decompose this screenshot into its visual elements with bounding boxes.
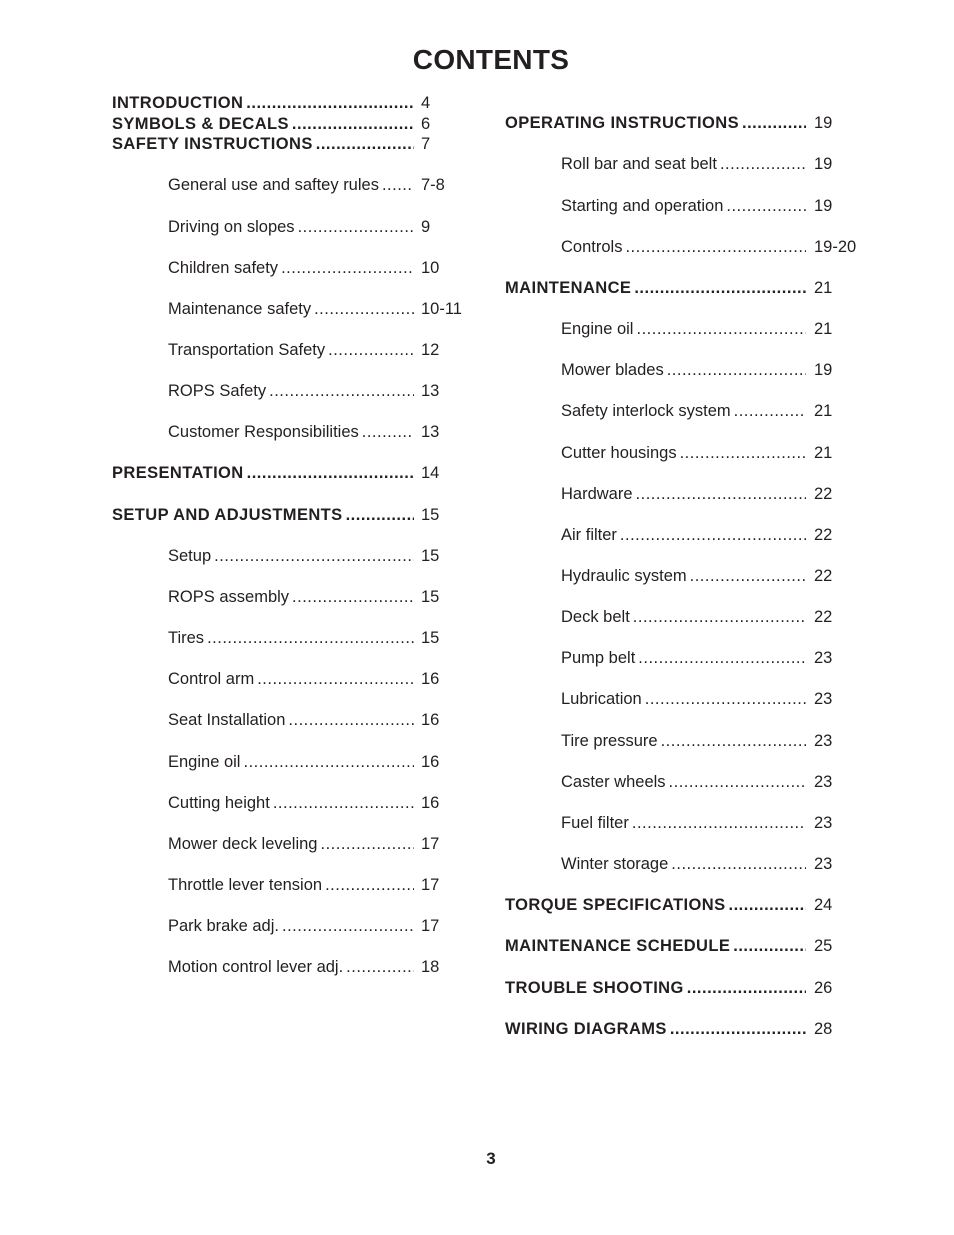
- toc-entry-label: General use and saftey rules: [168, 176, 379, 194]
- toc-section-entry: [505, 279, 833, 298]
- toc-entry-label: Air filter: [561, 526, 617, 544]
- toc-entry-label: WIRING DIAGRAMS: [505, 1020, 667, 1038]
- toc-entry-page: 13: [421, 382, 440, 400]
- toc-entry-label: Cutting height: [168, 794, 270, 812]
- toc-subsection-entry: [168, 588, 440, 607]
- dot-leader: [298, 218, 414, 237]
- toc-entry-page: 16: [421, 794, 440, 812]
- dot-leader: [320, 835, 414, 854]
- toc-entry-page: 22: [814, 526, 833, 544]
- toc-subsection-entry: [561, 320, 833, 339]
- toc-subsection-entry: [561, 690, 833, 709]
- toc-entry-page: 15: [421, 629, 440, 647]
- toc-entry-label: Throttle lever tension: [168, 876, 323, 894]
- dot-leader: [669, 773, 806, 792]
- toc-entry-page: 19: [814, 361, 833, 379]
- toc-subsection-entry: [168, 711, 440, 730]
- dot-leader: [346, 958, 414, 977]
- toc-entry-page: 19: [814, 114, 833, 132]
- dot-leader: [257, 670, 414, 689]
- toc-subsection-entry: [168, 753, 440, 772]
- toc-entry-label: Transportation Safety: [168, 341, 326, 359]
- dot-leader: [632, 814, 806, 833]
- dot-leader: [720, 155, 806, 174]
- toc-entry-label: Roll bar and seat belt: [561, 155, 717, 173]
- toc-entry-label: Hardware: [561, 485, 633, 503]
- dot-leader: [680, 444, 806, 463]
- toc-entry-page: 23: [814, 855, 833, 873]
- dot-leader: [638, 649, 806, 668]
- dot-leader: [288, 711, 414, 730]
- toc-entry-label: Motion control lever adj.: [168, 958, 344, 976]
- toc-subsection-entry: [561, 567, 833, 586]
- toc-subsection-entry: [561, 155, 833, 174]
- toc-entry-page: 17: [421, 917, 440, 935]
- toc-entry-page: 16: [421, 753, 440, 771]
- dot-leader: [247, 464, 414, 483]
- page-title: CONTENTS: [412, 44, 570, 75]
- toc-entry-label: Lubrication: [561, 690, 642, 708]
- toc-entry-page: 7-8: [421, 176, 445, 194]
- toc-entry-label: TROUBLE SHOOTING: [505, 979, 684, 997]
- dot-leader: [273, 794, 414, 813]
- toc-subsection-entry: [168, 423, 440, 442]
- toc-entry-label: Hydraulic system: [561, 567, 687, 585]
- toc-entry-page: 21: [814, 444, 833, 462]
- toc-entry-label: INTRODUCTION: [112, 94, 244, 112]
- toc-subsection-entry: [561, 485, 833, 504]
- dot-leader: [733, 937, 806, 956]
- toc-entry-label: Seat Installation: [168, 711, 286, 729]
- dot-leader: [382, 176, 414, 195]
- toc-subsection-entry: [561, 197, 833, 216]
- dot-leader: [362, 423, 414, 442]
- dot-leader: [346, 506, 414, 525]
- toc-entry-page: 14: [421, 464, 440, 482]
- toc-entry-label: SYMBOLS & DECALS: [112, 115, 289, 133]
- toc-entry-label: Controls: [561, 238, 623, 256]
- toc-subsection-entry: [561, 361, 833, 380]
- toc-entry-page: 4: [421, 94, 431, 112]
- toc-entry-page: 22: [814, 567, 833, 585]
- dot-leader: [633, 608, 806, 627]
- dot-leader: [314, 300, 414, 319]
- toc-subsection-entry: [561, 608, 833, 627]
- toc-section-entry: [112, 464, 440, 483]
- toc-section-entry: [112, 506, 440, 525]
- toc-entry-label: Setup: [168, 547, 212, 565]
- toc-entry-page: 25: [814, 937, 833, 955]
- dot-leader: [620, 526, 806, 545]
- toc-entry-page: 17: [421, 835, 440, 853]
- dot-leader: [742, 114, 806, 133]
- toc-entry-page: 10: [421, 259, 440, 277]
- dot-leader: [671, 855, 806, 874]
- toc-entry-page: 15: [421, 547, 440, 565]
- toc-entry-label: Engine oil: [168, 753, 241, 771]
- dot-leader: [636, 320, 806, 339]
- toc-entry-label: Park brake adj.: [168, 917, 279, 935]
- dot-leader: [328, 341, 414, 360]
- toc-entry-page: 10-11: [421, 300, 462, 318]
- toc-entry-label: Control arm: [168, 670, 255, 688]
- toc-subsection-entry: [561, 773, 833, 792]
- toc-entry-label: Starting and operation: [561, 197, 724, 215]
- toc-section-entry: [505, 937, 833, 956]
- toc-entry-page: 22: [814, 608, 833, 626]
- toc-subsection-entry: [561, 402, 833, 421]
- toc-entry-page: 12: [421, 341, 440, 359]
- toc-subsection-entry: [561, 855, 833, 874]
- toc-subsection-entry: [561, 649, 833, 668]
- toc-entry-page: 19: [814, 155, 833, 173]
- toc-entry-page: 15: [421, 506, 440, 524]
- dot-leader: [661, 732, 806, 751]
- toc-entry-label: Mower deck leveling: [168, 835, 318, 853]
- toc-entry-page: 24: [814, 896, 833, 914]
- toc-subsection-entry: [561, 732, 833, 751]
- dot-leader: [316, 135, 414, 154]
- toc-entry-label: ROPS Safety: [168, 382, 267, 400]
- toc-entry-label: ROPS assembly: [168, 588, 290, 606]
- toc-entry-page: 16: [421, 670, 440, 688]
- dot-leader: [243, 753, 414, 772]
- toc-entry-page: 6: [421, 115, 431, 133]
- toc-entry-label: Driving on slopes: [168, 218, 295, 236]
- toc-entry-page: 19-20: [814, 238, 857, 256]
- toc-entry-label: Cutter housings: [561, 444, 677, 462]
- toc-section-entry: [112, 115, 431, 134]
- toc-entry-page: 21: [814, 279, 833, 297]
- toc-subsection-entry: [168, 300, 462, 319]
- toc-subsection-entry: [168, 670, 440, 689]
- toc-entry-label: Caster wheels: [561, 773, 666, 791]
- toc-subsection-entry: [561, 814, 833, 833]
- toc-section-entry: [112, 94, 431, 113]
- toc-entry-page: 22: [814, 485, 833, 503]
- toc-entry-label: SAFETY INSTRUCTIONS: [112, 135, 313, 153]
- dot-leader: [625, 238, 806, 257]
- toc-subsection-entry: [168, 382, 440, 401]
- dot-leader: [687, 979, 806, 998]
- toc-entry-label: Tire pressure: [561, 732, 658, 750]
- toc-entry-label: TORQUE SPECIFICATIONS: [505, 896, 726, 914]
- toc-entry-label: MAINTENANCE SCHEDULE: [505, 937, 731, 955]
- toc-subsection-entry: [168, 218, 431, 237]
- toc-entry-page: 23: [814, 814, 833, 832]
- toc-subsection-entry: [168, 176, 445, 195]
- toc-entry-label: SETUP AND ADJUSTMENTS: [112, 506, 343, 524]
- dot-leader: [207, 629, 414, 648]
- toc-entry-page: 26: [814, 979, 833, 997]
- dot-leader: [670, 1020, 806, 1039]
- toc-subsection-entry: [168, 259, 440, 278]
- dot-leader: [325, 876, 414, 895]
- dot-leader: [726, 197, 806, 216]
- toc-entry-page: 13: [421, 423, 440, 441]
- toc-section-entry: [505, 114, 833, 133]
- toc-entry-label: Maintenance safety: [168, 300, 312, 318]
- toc-entry-page: 23: [814, 773, 833, 791]
- toc-entry-label: Pump belt: [561, 649, 636, 667]
- dot-leader: [667, 361, 806, 380]
- toc-entry-label: PRESENTATION: [112, 464, 244, 482]
- toc-section-entry: [505, 896, 833, 915]
- toc-entry-label: Children safety: [168, 259, 279, 277]
- toc-section-entry: [112, 135, 431, 154]
- toc-entry-label: OPERATING INSTRUCTIONS: [505, 114, 739, 132]
- toc-subsection-entry: [561, 444, 833, 463]
- toc-subsection-entry: [168, 341, 440, 360]
- dot-leader: [281, 259, 414, 278]
- toc-subsection-entry: [561, 238, 857, 257]
- toc-subsection-entry: [168, 958, 440, 977]
- dot-leader: [636, 485, 806, 504]
- toc-entry-page: 16: [421, 711, 440, 729]
- toc-entry-label: MAINTENANCE: [505, 279, 632, 297]
- dot-leader: [645, 690, 806, 709]
- dot-leader: [246, 94, 414, 113]
- toc-entry-page: 17: [421, 876, 440, 894]
- toc-entry-label: Customer Responsibilities: [168, 423, 359, 441]
- toc-entry-page: 9: [421, 218, 431, 236]
- toc-entry-page: 18: [421, 958, 440, 976]
- dot-leader: [269, 382, 414, 401]
- toc-subsection-entry: [168, 794, 440, 813]
- toc-entry-label: Winter storage: [561, 855, 669, 873]
- toc-entry-page: 21: [814, 402, 833, 420]
- toc-entry-label: Engine oil: [561, 320, 634, 338]
- dot-leader: [282, 917, 414, 936]
- toc-entry-label: Fuel filter: [561, 814, 629, 832]
- toc-section-entry: [505, 1020, 833, 1039]
- toc-subsection-entry: [168, 547, 440, 566]
- toc-entry-label: Mower blades: [561, 361, 664, 379]
- toc-entry-page: 23: [814, 649, 833, 667]
- toc-entry-page: 28: [814, 1020, 833, 1038]
- dot-leader: [728, 896, 806, 915]
- toc-subsection-entry: [168, 917, 440, 936]
- toc-subsection-entry: [561, 526, 833, 545]
- dot-leader: [634, 279, 806, 298]
- page-number: 3: [486, 1149, 496, 1168]
- toc-entry-label: Safety interlock system: [561, 402, 731, 420]
- dot-leader: [690, 567, 806, 586]
- toc-subsection-entry: [168, 876, 440, 895]
- dot-leader: [292, 115, 414, 134]
- toc-subsection-entry: [168, 835, 440, 854]
- toc-entry-page: 23: [814, 732, 833, 750]
- toc-section-entry: [505, 979, 833, 998]
- toc-entry-page: 19: [814, 197, 833, 215]
- toc-entry-page: 7: [421, 135, 431, 153]
- toc-subsection-entry: [168, 629, 440, 648]
- dot-leader: [214, 547, 414, 566]
- toc-entry-page: 15: [421, 588, 440, 606]
- toc-entry-label: Deck belt: [561, 608, 630, 626]
- toc-entry-label: Tires: [168, 629, 205, 647]
- toc-entry-page: 23: [814, 690, 833, 708]
- toc-entry-page: 21: [814, 320, 833, 338]
- dot-leader: [292, 588, 414, 607]
- dot-leader: [734, 402, 806, 421]
